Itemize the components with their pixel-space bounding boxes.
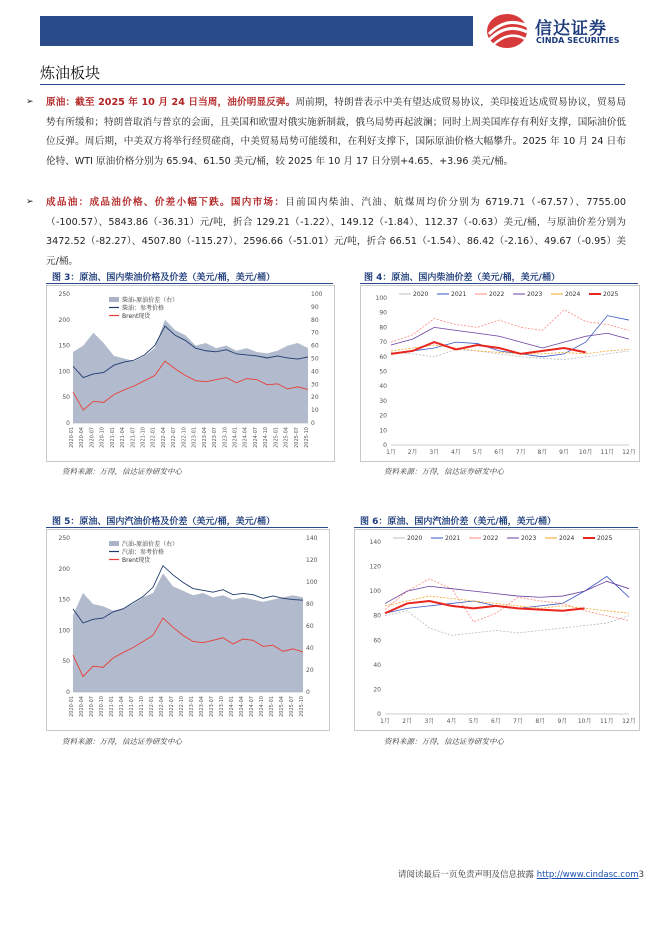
x-tick-label: 2021-07 [130, 427, 137, 448]
x-tick-label: 2023-10 [222, 427, 229, 448]
crude-paragraph [26, 93, 627, 171]
y-tick-label: 200 [58, 316, 70, 324]
logo-text-cn: 信达证券 [535, 19, 607, 39]
legend-label: 2020 [407, 535, 423, 542]
x-tick-label: 2021-01 [109, 696, 115, 717]
y2-tick-label: 90 [311, 303, 319, 311]
fig6-source: 资料来源：万得，信达证券研发中心 [384, 737, 504, 746]
fig4-svg [361, 286, 639, 461]
y-tick-label: 150 [58, 596, 70, 604]
x-tick-label: 2022-01 [150, 427, 157, 448]
fig6-title-rule [354, 527, 638, 528]
y-tick-label: 120 [369, 563, 381, 571]
crude-lead: 原油：截至 2025 年 10 月 24 日当周，油价明显反弹。 [46, 97, 296, 108]
x-tick-label: 8月 [537, 449, 548, 456]
x-tick-label: 2025-01 [269, 696, 275, 717]
y-tick-label: 20 [373, 686, 381, 694]
x-tick-label: 2021-01 [109, 427, 116, 448]
y2-tick-label: 80 [306, 601, 314, 608]
fig5-title-rule [46, 527, 328, 528]
fig4-title: 图 4：原油、国内柴油价差（美元/桶，美元/桶） [364, 273, 560, 283]
legend-label: 汽油-原油价差（右） [122, 541, 179, 548]
legend-label: Brent现货 [122, 557, 151, 564]
y-tick-label: 0 [383, 442, 387, 449]
y2-tick-label: 60 [311, 342, 319, 350]
products-paragraph [26, 193, 626, 271]
x-tick-label: 10月 [578, 449, 593, 456]
x-tick-label: 2022-07 [171, 427, 178, 448]
x-tick-label: 8月 [535, 718, 546, 725]
y-tick-label: 90 [379, 309, 387, 317]
x-tick-label: 2022-10 [181, 427, 188, 448]
x-tick-label: 2025-01 [273, 427, 280, 448]
x-tick-label: 2023-01 [191, 427, 198, 448]
legend-swatch [109, 297, 119, 302]
bullet-arrow-icon: ➢ [26, 197, 34, 207]
legend-label: 2020 [413, 291, 429, 298]
y2-tick-label: 100 [311, 291, 323, 298]
y2-tick-label: 100 [306, 579, 318, 586]
legend-label: 2025 [597, 535, 613, 542]
x-tick-label: 6月 [494, 449, 505, 456]
y2-tick-label: 60 [306, 623, 314, 630]
y-tick-label: 150 [58, 342, 70, 350]
x-tick-label: 2021-10 [140, 427, 147, 448]
x-tick-label: 2024-04 [242, 427, 249, 448]
fig4-source: 资料来源：万得，信达证券研发中心 [384, 467, 504, 476]
y-tick-label: 100 [58, 368, 70, 376]
products-body: 目前国内柴油、汽油、航煤周均价分别为 6719.71（-67.57）、7755.00（-100.57）、5843.86（-36.31）元/吨，折合 129.21（-1.22）、149.12（-1.84）、112.37（-0.63）美元/桶，与原油价差分别为 3472.52（-82.27）、4507.80（-115.27）、2596.66（-51.01）元/吨，折合 66.51（-1.54）、86.42（-2.16）、49.67（-0.95）美元/桶。 [46, 197, 626, 267]
footer [398, 868, 644, 880]
y-tick-label: 50 [62, 394, 70, 402]
x-tick-label: 12月 [622, 718, 636, 725]
section-title: 炼油板块 [40, 64, 101, 82]
x-tick-label: 2025-07 [289, 696, 295, 717]
y-tick-label: 50 [379, 368, 387, 376]
fig6-svg [355, 530, 639, 730]
legend-label: 柴油：参考价格 [122, 305, 165, 312]
series-line-2022 [385, 579, 629, 622]
x-tick-label: 2020-10 [99, 427, 106, 448]
x-tick-label: 2024-07 [249, 696, 255, 717]
legend-label: 2023 [527, 291, 543, 298]
x-tick-label: 2020-10 [99, 696, 105, 717]
series-line-2020 [385, 611, 629, 636]
y2-tick-label: 120 [306, 557, 318, 564]
x-tick-label: 2022-04 [160, 427, 167, 448]
x-tick-label: 2025-07 [293, 427, 300, 448]
legend-swatch [109, 541, 119, 546]
legend-label: 2022 [483, 535, 499, 542]
legend-label: 2024 [559, 535, 575, 542]
x-tick-label: 2024-04 [239, 696, 245, 717]
x-tick-label: 5月 [468, 718, 479, 725]
y2-tick-label: 30 [311, 381, 319, 389]
y-tick-label: 0 [377, 711, 381, 718]
x-tick-label: 2021-07 [129, 696, 135, 717]
x-tick-label: 2022-10 [179, 696, 185, 717]
x-tick-label: 6月 [490, 718, 501, 725]
x-tick-label: 11月 [600, 449, 615, 456]
fig3-title-rule [46, 283, 333, 284]
x-tick-label: 1月 [386, 449, 396, 456]
y-tick-label: 30 [379, 397, 387, 405]
x-tick-label: 2024-10 [259, 696, 265, 717]
fig3-svg [47, 286, 334, 461]
x-tick-label: 7月 [513, 718, 524, 725]
x-tick-label: 2022-04 [159, 696, 165, 717]
series-line-2022 [391, 310, 629, 342]
fig3-title: 图 3：原油、国内柴油价格及价差（美元/桶，美元/桶） [52, 273, 275, 283]
fig3-source: 资料来源：万得，信达证券研发中心 [62, 467, 182, 476]
x-tick-label: 4月 [450, 449, 461, 456]
y-tick-label: 20 [379, 412, 387, 420]
y2-tick-label: 40 [311, 368, 319, 376]
x-tick-label: 3月 [424, 718, 435, 725]
x-tick-label: 2023-10 [219, 696, 225, 717]
page-number: 3 [638, 870, 644, 880]
x-tick-label: 9月 [559, 449, 570, 456]
x-tick-label: 12月 [622, 449, 636, 456]
y2-tick-label: 0 [306, 689, 310, 696]
x-tick-label: 2021-10 [139, 696, 145, 717]
products-lead: 成品油：成品油价格、价差小幅下跌。国内市场： [46, 197, 286, 208]
legend-label: 2023 [521, 535, 537, 542]
x-tick-label: 2月 [402, 718, 413, 725]
x-tick-label: 2023-04 [201, 427, 208, 448]
y-tick-label: 200 [58, 565, 70, 573]
x-tick-label: 2025-04 [283, 427, 290, 448]
y-tick-label: 80 [373, 612, 381, 620]
x-tick-label: 2022-01 [149, 696, 155, 717]
series-line-2023 [385, 581, 629, 603]
y-tick-label: 40 [379, 383, 387, 391]
series-area-0 [73, 320, 308, 423]
y-tick-label: 60 [379, 353, 387, 361]
y-tick-label: 100 [375, 295, 387, 302]
y2-tick-label: 80 [311, 316, 319, 324]
x-tick-label: 2024-07 [252, 427, 259, 448]
x-tick-label: 2023-07 [209, 696, 215, 717]
x-tick-label: 10月 [577, 718, 592, 725]
x-tick-label: 1月 [380, 718, 390, 725]
legend-label: 2025 [603, 291, 619, 298]
y-tick-label: 100 [58, 627, 70, 635]
legend-label: 2024 [565, 291, 581, 298]
fig3-chart [46, 285, 335, 462]
cinda-logo [485, 12, 655, 52]
x-tick-label: 2020-04 [79, 427, 86, 448]
y-tick-label: 50 [62, 658, 70, 666]
y2-tick-label: 20 [306, 667, 314, 674]
crude-body: 周前期，特朗普表示中美有望达成贸易协议，美印接近达成贸易协议，贸易局势有所缓和；特朗普取消与普京的会面，且美国和欧盟对俄实施新制裁，俄乌局势再起波澜；同时上周美国库存有利好支撑，国际油价低位反弹。周后期，中美双方将举行经贸磋商，中美贸易局势可能缓和，在利好支撑下，国际原油价格大幅攀升。2025 年 10 月 24 日布伦特、WTI 原油价格分别为 65.94、61.50 美元/桶，较 2025 年 10 月 17 日分别+4.65、+3.96 美元/桶。 [46, 97, 627, 167]
y-tick-label: 10 [379, 427, 387, 435]
fig5-title: 图 5：原油、国内汽油价格及价差（美元/桶，美元/桶） [52, 517, 275, 527]
fig6-title: 图 6：原油、国内汽油价差（美元/桶，美元/桶） [360, 517, 556, 527]
x-tick-label: 2020-04 [79, 696, 85, 717]
y2-tick-label: 40 [306, 645, 314, 652]
fig4-title-rule [360, 283, 638, 284]
y-tick-label: 80 [379, 324, 387, 332]
x-tick-label: 2025-10 [304, 427, 310, 448]
legend-label: Brent现货 [122, 313, 151, 320]
legend-label: 柴油-原油价差（右） [122, 297, 179, 304]
logo-text-en: CINDA SECURITIES [536, 36, 620, 45]
x-tick-label: 2020-07 [89, 427, 96, 448]
header-bar [40, 16, 473, 46]
series-area-0 [73, 573, 303, 692]
x-tick-label: 2023-04 [199, 696, 205, 717]
y2-tick-label: 10 [311, 407, 319, 415]
x-tick-label: 2025-10 [299, 696, 305, 717]
y-tick-label: 0 [66, 689, 70, 696]
x-tick-label: 2023-01 [189, 696, 195, 717]
x-tick-label: 2020-07 [89, 696, 95, 717]
x-tick-label: 11月 [599, 718, 614, 725]
y2-tick-label: 0 [311, 420, 315, 427]
section-divider [40, 84, 625, 85]
legend-label: 2021 [451, 291, 467, 298]
x-tick-label: 2021-04 [119, 696, 125, 717]
x-tick-label: 2024-01 [232, 427, 239, 448]
x-tick-label: 2024-01 [229, 696, 235, 717]
bullet-arrow-icon: ➢ [26, 97, 34, 107]
y2-tick-label: 70 [311, 329, 319, 337]
y-tick-label: 250 [58, 291, 70, 298]
y-tick-label: 250 [58, 535, 70, 542]
x-tick-label: 3月 [429, 449, 440, 456]
y-tick-label: 40 [373, 661, 381, 669]
x-tick-label: 7月 [515, 449, 526, 456]
x-tick-label: 2020-01 [69, 696, 75, 717]
x-tick-label: 2月 [407, 449, 418, 456]
y-tick-label: 60 [373, 637, 381, 645]
y-tick-label: 70 [379, 339, 387, 347]
footer-disclaimer: 请阅读最后一页免责声明及信息披露 [398, 870, 537, 880]
x-tick-label: 2025-04 [279, 696, 285, 717]
legend-label: 2021 [445, 535, 461, 542]
y-tick-label: 0 [66, 420, 70, 427]
x-tick-label: 2024-10 [263, 427, 270, 448]
y2-tick-label: 50 [311, 355, 319, 363]
cinda-logo-icon [485, 12, 529, 50]
y-tick-label: 100 [369, 588, 381, 596]
legend-label: 汽油：参考价格 [122, 549, 165, 556]
fig6-chart [354, 529, 640, 731]
legend-label: 2022 [489, 291, 505, 298]
x-tick-label: 2023-07 [212, 427, 219, 448]
x-tick-label: 2022-07 [169, 696, 175, 717]
fig5-chart [46, 529, 330, 731]
x-tick-label: 4月 [446, 718, 457, 725]
y2-tick-label: 140 [306, 535, 318, 542]
footer-link[interactable]: http://www.cindasc.com [536, 870, 639, 880]
x-tick-label: 5月 [472, 449, 483, 456]
y-tick-label: 140 [369, 539, 381, 546]
fig4-chart [360, 285, 640, 462]
x-tick-label: 2020-01 [69, 427, 75, 448]
y2-tick-label: 20 [311, 394, 319, 402]
series-line-2024 [385, 596, 629, 613]
fig5-source: 资料来源：万得，信达证券研发中心 [62, 737, 182, 746]
x-tick-label: 9月 [557, 718, 568, 725]
x-tick-label: 2021-04 [120, 427, 127, 448]
fig5-svg [47, 530, 329, 730]
